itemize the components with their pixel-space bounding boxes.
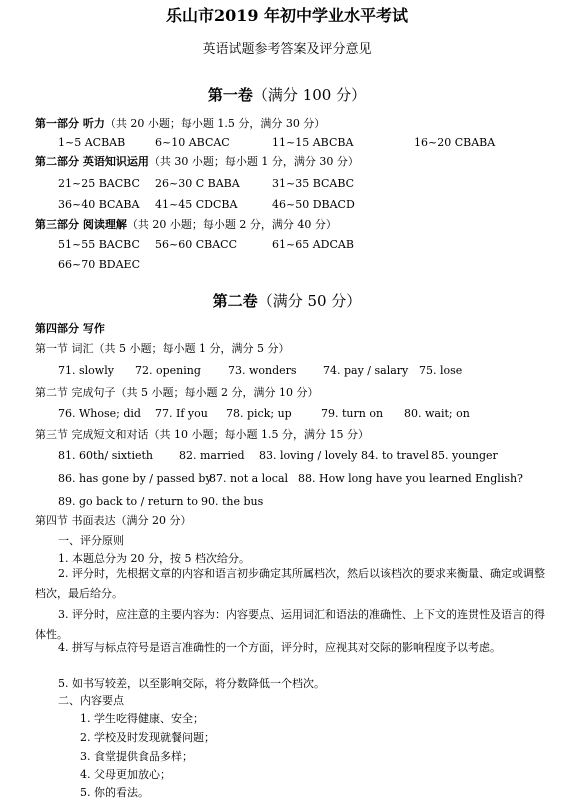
answer-89: 89. go back to / return to xyxy=(58,495,198,508)
answer-74: 74. pay / salary xyxy=(323,364,409,377)
principles-heading: 一、评分原则 xyxy=(58,534,124,547)
answer-85: 85. younger xyxy=(431,449,498,462)
principle-2: 2. 评分时，先根据文章的内容和语言初步确定其所属档次，然后以该档次的要求来衡量、确定或调整档次，最后给分。 xyxy=(35,567,545,600)
answer-41-45: 41~45 CDCBA xyxy=(155,198,238,211)
point-4: 4. 父母更加放心； xyxy=(80,768,171,781)
part-three-title: 第三部分 阅读理解 xyxy=(35,218,127,231)
section-three-heading: 第三节 完成短文和对话（共 10 小题；每小题 1.5 分，满分 15 分） xyxy=(35,428,369,441)
answer-16-20: 16~20 CBABA xyxy=(414,136,496,149)
answer-81: 81. 60th/ sixtieth xyxy=(58,449,154,462)
point-5: 5. 你的看法。 xyxy=(80,786,149,799)
part-three-note: （共 20 小题；每小题 2 分，满分 40 分） xyxy=(126,218,337,231)
answer-90: 90. the bus xyxy=(201,495,264,508)
answer-82: 82. married xyxy=(179,449,245,462)
answer-1-5: 1~5 ACBAB xyxy=(58,136,126,149)
answer-21-25: 21~25 BACBC xyxy=(58,177,140,190)
volume-one-score: （满分 100 分） xyxy=(252,86,367,104)
answer-46-50: 46~50 DBACD xyxy=(272,198,355,211)
answer-83: 83. loving / lovely xyxy=(259,449,358,462)
part-four-heading xyxy=(35,322,105,336)
answer-6-10: 6~10 ABCAC xyxy=(155,136,230,149)
part-two-note: （共 30 小题；每小题 1 分，满分 30 分） xyxy=(148,155,359,168)
answer-66-70: 66~70 BDAEC xyxy=(58,258,141,271)
part-two-title: 第二部分 英语知识运用 xyxy=(35,155,149,168)
document-subtitle: 英语试题参考答案及评分意见 xyxy=(202,42,372,57)
answer-73: 73. wonders xyxy=(228,364,297,377)
answer-11-15: 11~15 ABCBA xyxy=(272,136,354,149)
section-one-heading: 第一节 词汇（共 5 小题；每小题 1 分，满分 5 分） xyxy=(35,342,290,355)
principle-4: 4. 拼写与标点符号是语言准确性的一个方面，评分时，应视其对交际的影响程度予以考虑。 xyxy=(58,641,501,654)
principle-5: 5. 如书写较差，以至影响交际，将分数降低一个档次。 xyxy=(58,677,325,690)
point-3: 3. 食堂提供食品多样； xyxy=(80,750,193,763)
part-three-heading xyxy=(35,218,337,232)
answer-71: 71. slowly xyxy=(58,364,114,377)
answer-88: 88. How long have you learned English? xyxy=(298,472,523,485)
answer-80: 80. wait; on xyxy=(404,407,470,420)
part-one-title: 第一部分 听力 xyxy=(35,117,105,130)
part-two-heading xyxy=(35,155,359,169)
answer-31-35: 31~35 BCABC xyxy=(272,177,355,190)
principle-3: 3. 评分时，应注意的主要内容为：内容要点、运用词汇和语法的准确性、上下文的连贯性及语言的得体性。 xyxy=(35,608,545,641)
volume-one-name: 第一卷 xyxy=(207,86,253,104)
volume-two-name: 第二卷 xyxy=(212,292,258,310)
answer-36-40: 36~40 BCABA xyxy=(58,198,140,211)
answer-26-30: 26~30 C BABA xyxy=(155,177,240,190)
answer-86: 86. has gone by / passed by xyxy=(58,472,212,485)
section-two-heading: 第二节 完成句子（共 5 小题；每小题 2 分，满分 10 分） xyxy=(35,386,319,399)
answer-77: 77. If you xyxy=(155,407,208,420)
answer-75: 75. lose xyxy=(419,364,463,377)
principle-1: 1. 本题总分为 20 分，按 5 档次给分。 xyxy=(58,552,250,565)
answer-51-55: 51~55 BACBC xyxy=(58,238,140,251)
part-one-heading xyxy=(35,117,325,131)
answer-78: 78. pick; up xyxy=(226,407,292,420)
point-1: 1. 学生吃得健康、安全； xyxy=(80,712,204,725)
answer-79: 79. turn on xyxy=(321,407,384,420)
part-four-title: 第四部分 写作 xyxy=(35,322,105,335)
volume-two-heading xyxy=(0,292,574,310)
point-2: 2. 学校及时发现就餐问题； xyxy=(80,731,215,744)
volume-two-score: （满分 50 分） xyxy=(257,292,362,310)
answer-87: 87. not a local xyxy=(209,472,289,485)
answer-61-65: 61~65 ADCAB xyxy=(272,238,354,251)
points-heading: 二、内容要点 xyxy=(58,694,124,707)
section-four-heading: 第四节 书面表达（满分 20 分） xyxy=(35,514,192,527)
answer-84: 84. to travel xyxy=(361,449,430,462)
document-title: 乐山市2019 年初中学业水平考试 xyxy=(165,6,409,25)
answer-72: 72. opening xyxy=(135,364,201,377)
part-one-note: （共 20 小题；每小题 1.5 分，满分 30 分） xyxy=(104,117,326,130)
answer-76: 76. Whose; did xyxy=(58,407,141,420)
answer-56-60: 56~60 CBACC xyxy=(155,238,237,251)
volume-one-heading xyxy=(0,86,574,104)
